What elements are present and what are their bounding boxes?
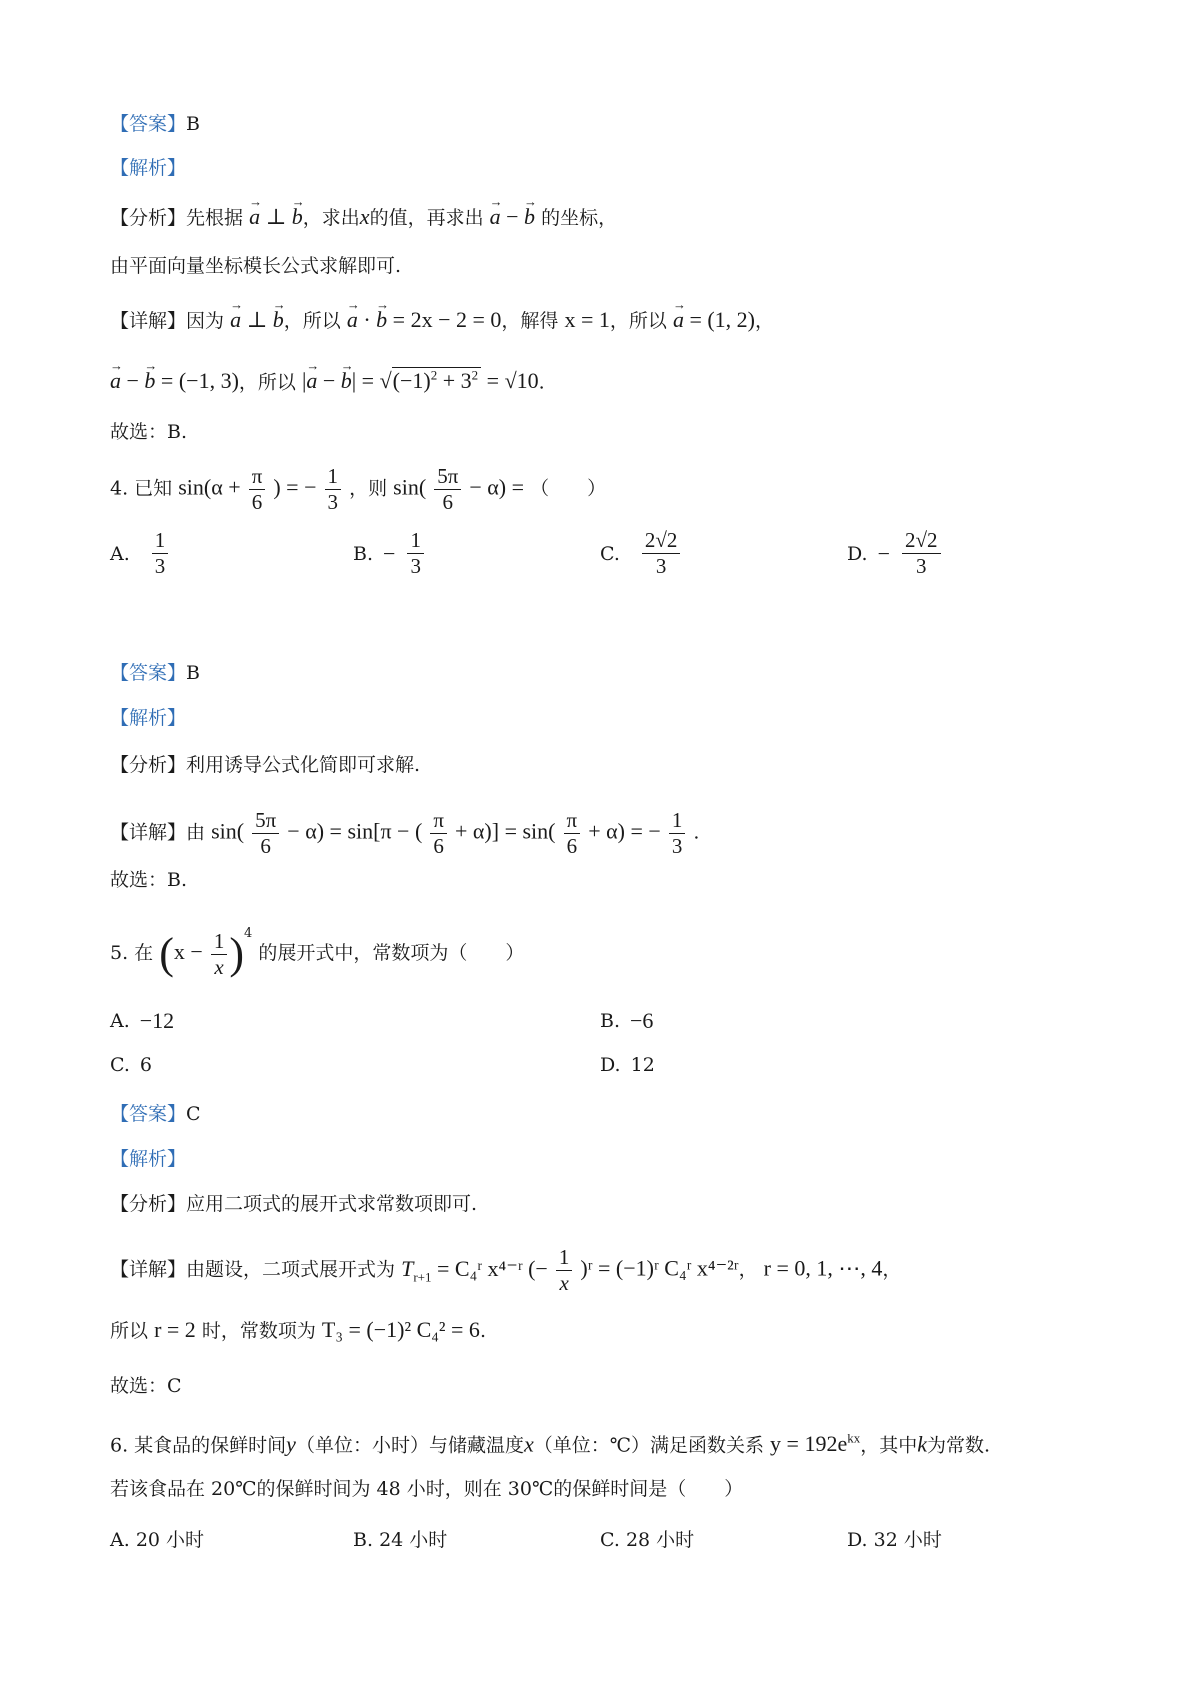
q6-option-b[interactable]	[353, 1525, 447, 1552]
detail-expression: + α) = −	[588, 818, 661, 844]
detail-text: 因为	[186, 310, 225, 332]
explain-tag: 【解析】	[110, 157, 187, 179]
fraction: $\frac{5\pi}{6}$	[434, 464, 461, 515]
answer-tag: 【答案】	[110, 113, 187, 135]
answer-tag: 【答案】	[110, 1103, 187, 1125]
explain-tag: 【解析】	[110, 1148, 187, 1170]
option-text: D. 32 小时	[847, 1529, 942, 1551]
detail-tag: 【详解】	[110, 821, 187, 844]
question-number: 5. 在	[110, 942, 154, 964]
detail-tag: 【详解】	[110, 1258, 187, 1281]
perp-expression: → a ⊥ → b	[230, 307, 284, 332]
q5-stem	[110, 920, 524, 980]
binomial-expression: x −	[173, 939, 203, 964]
q4-analysis-line	[110, 751, 420, 779]
stem-text: ，则	[349, 477, 388, 500]
analysis-tag: 【分析】	[110, 1193, 187, 1215]
q5-option-d[interactable]	[600, 1054, 655, 1076]
question-number: 4. 已知	[110, 477, 173, 500]
q3-explain-line	[110, 154, 186, 182]
fraction: $\frac{\pi}{6}$	[430, 808, 447, 859]
vector-a-value: → a = (1, 2)	[673, 307, 755, 332]
option-label: D.	[847, 542, 868, 565]
fraction: $\frac{1}{x}$	[556, 1245, 573, 1296]
q3-answer-line	[110, 110, 200, 138]
q3-choose-line: 故选：B.	[110, 421, 188, 443]
analysis-text: 先根据	[186, 207, 244, 229]
fraction: $\frac{\pi}{6}$	[564, 808, 581, 859]
answer-value: C	[186, 1103, 201, 1125]
detail-end: .	[479, 1320, 486, 1342]
option-text: C. 28 小时	[600, 1529, 695, 1551]
detail-text: 由	[186, 821, 206, 844]
condition-expression: sin(α +	[178, 474, 241, 500]
option-fraction: $\frac{1}{3}$	[152, 528, 169, 579]
condition-expression: ) = −	[273, 474, 317, 500]
answer-tag: 【答案】	[110, 662, 187, 684]
diff-value: → a − → b = (−1, 3)	[110, 368, 239, 393]
option-value: −12	[139, 1008, 175, 1033]
answer-value: B	[186, 113, 200, 135]
fraction: $\frac{\pi}{6}$	[249, 464, 266, 515]
x-value: x = 1	[564, 307, 610, 332]
q6-option-c[interactable]	[600, 1525, 694, 1552]
option-text: A. 20 小时	[110, 1529, 205, 1551]
q4-detail-line	[110, 808, 699, 859]
q4-answer-line	[110, 659, 200, 687]
option-fraction: $\frac{2√2}{3}$	[902, 528, 941, 579]
dot-product: → a · → b = 2x − 2 = 0	[347, 307, 502, 332]
q5-choose-line: 故选：C	[110, 1375, 182, 1397]
option-label: C.	[600, 542, 620, 565]
q5-explain-line	[110, 1145, 186, 1173]
q4-option-d[interactable]	[847, 528, 943, 579]
q4-option-b[interactable]	[353, 528, 426, 579]
option-label: C.	[110, 1054, 130, 1076]
option-label: A.	[110, 542, 130, 565]
left-paren: (	[159, 929, 174, 978]
option-label: B.	[600, 1010, 621, 1032]
q5-analysis-line	[110, 1190, 477, 1218]
q3-detail-line	[110, 306, 774, 335]
detail-end: .	[693, 821, 700, 844]
fraction: $\frac{1}{x}$	[211, 929, 228, 980]
q5-answer-line	[110, 1100, 201, 1128]
detail-text: ，所以	[609, 310, 667, 332]
magnitude-expression: |→ a − → $b| = √(-1)^2 + 3^2 = √10$	[302, 368, 539, 393]
q6-stem-line1	[110, 1425, 990, 1459]
option-fraction: $\frac{2√2}{3}$	[642, 528, 681, 579]
answer-blank: （ ）	[530, 477, 607, 500]
option-label: A.	[110, 1010, 130, 1032]
option-text: B. 24 小时	[353, 1529, 448, 1551]
fraction: $\frac{1}{3}$	[325, 464, 342, 515]
function-formula: $y = 192e^{kx}$	[770, 1431, 861, 1457]
q6-option-d[interactable]	[847, 1525, 942, 1552]
variable-x: x	[359, 204, 370, 229]
r-value: r = 2	[154, 1317, 196, 1342]
fraction: $\frac{5\pi}{6}$	[252, 808, 279, 859]
stem-text: 6. 某食品的保鲜时间	[110, 1434, 287, 1457]
q4-option-c[interactable]	[600, 528, 682, 579]
option-sign: −	[877, 540, 891, 566]
option-label: B.	[353, 542, 374, 565]
detail-text: 所以	[110, 1320, 149, 1342]
exponent: 4	[244, 926, 253, 941]
q6-stem-line2: 若该食品在 20℃的保鲜时间为 48 小时，则在 30℃的保鲜时间是（ ）	[110, 1478, 744, 1500]
detail-tag: 【详解】	[110, 310, 187, 332]
option-value: −6	[630, 1008, 654, 1033]
detail-text: ，所以	[283, 310, 341, 332]
constant-term: T₃ = (−1)² C₄² = 6	[321, 1317, 480, 1342]
detail-expression: sin(	[211, 818, 245, 844]
q6-option-a[interactable]	[110, 1525, 204, 1552]
stem-text: 的展开式中，常数项为（ ）	[258, 942, 525, 964]
perp-expression: → a ⊥ → b	[249, 204, 303, 229]
analysis-text: 的坐标，	[541, 207, 618, 229]
analysis-tag: 【分析】	[110, 754, 187, 776]
analysis-text: 应用二项式的展开式求常数项即可.	[186, 1193, 478, 1215]
q5-option-c[interactable]	[110, 1054, 152, 1076]
q5-detail-line	[110, 1245, 901, 1296]
option-value: 12	[630, 1054, 655, 1076]
general-term: )ʳ = (−1)ʳ C₄ʳ x⁴⁻²ʳ	[580, 1255, 739, 1281]
q5-option-b[interactable]	[600, 1008, 653, 1034]
detail-text: ，	[755, 310, 775, 332]
analysis-text: ，求出	[302, 207, 360, 229]
analysis-text: 利用诱导公式化简即可求解.	[186, 754, 421, 776]
q4-choose-line: 故选：B.	[110, 869, 188, 891]
q3-analysis-line2: 由平面向量坐标模长公式求解即可.	[110, 255, 402, 277]
detail-text: 时，常数项为	[201, 1320, 316, 1342]
analysis-tag: 【分析】	[110, 207, 187, 229]
right-paren: )	[229, 929, 244, 978]
stem-text: 为常数.	[926, 1434, 991, 1457]
detail-expression: − α) = sin[π − (	[287, 818, 423, 844]
detail-text: ，	[738, 1258, 758, 1281]
q4-stem	[110, 464, 606, 515]
detail-text: ，所以	[238, 371, 296, 394]
detail-expression: + α)] = sin(	[455, 818, 556, 844]
stem-text: （单位：℃）满足函数关系	[533, 1434, 764, 1457]
detail-text: ，	[882, 1258, 902, 1281]
variable-x: x	[523, 1431, 534, 1457]
option-fraction: $\frac{1}{3}$	[407, 528, 424, 579]
q5-option-a[interactable]	[110, 1008, 174, 1034]
detail-text: 由题设，二项式展开式为	[186, 1258, 396, 1281]
option-sign: −	[383, 540, 396, 566]
detail-text: ，解得	[501, 310, 559, 332]
analysis-text: 的值，再求出	[369, 207, 484, 229]
q3-detail-line2: → a − → b = (−1, 3)，所以 |→ a − → $b| = √(-1)^2 + 3^2 = √10$.	[110, 362, 545, 396]
stem-text: （单位：小时）与储藏温度	[295, 1434, 524, 1457]
r-range: r = 0, 1, ⋯, 4	[763, 1255, 883, 1281]
diff-vector: → a − → b	[490, 204, 535, 229]
fraction: $\frac{1}{3}$	[669, 808, 686, 859]
answer-value: B	[186, 662, 200, 684]
explain-tag: 【解析】	[110, 707, 187, 729]
q4-explain-line	[110, 704, 186, 732]
option-value: 6	[139, 1054, 152, 1076]
ask-expression: sin(	[393, 474, 427, 500]
stem-text: ，其中	[860, 1434, 918, 1457]
general-term: $T_{r+1}$ = C₄ʳ x⁴⁻ʳ (−	[401, 1255, 548, 1284]
option-label: D.	[600, 1054, 621, 1076]
q3-analysis-line	[110, 203, 617, 232]
variable-k: k	[917, 1431, 927, 1457]
variable-y: y	[286, 1431, 296, 1457]
q4-option-a[interactable]	[110, 528, 170, 579]
q5-detail-line2	[110, 1316, 486, 1345]
ask-expression: − α) =	[469, 474, 525, 500]
